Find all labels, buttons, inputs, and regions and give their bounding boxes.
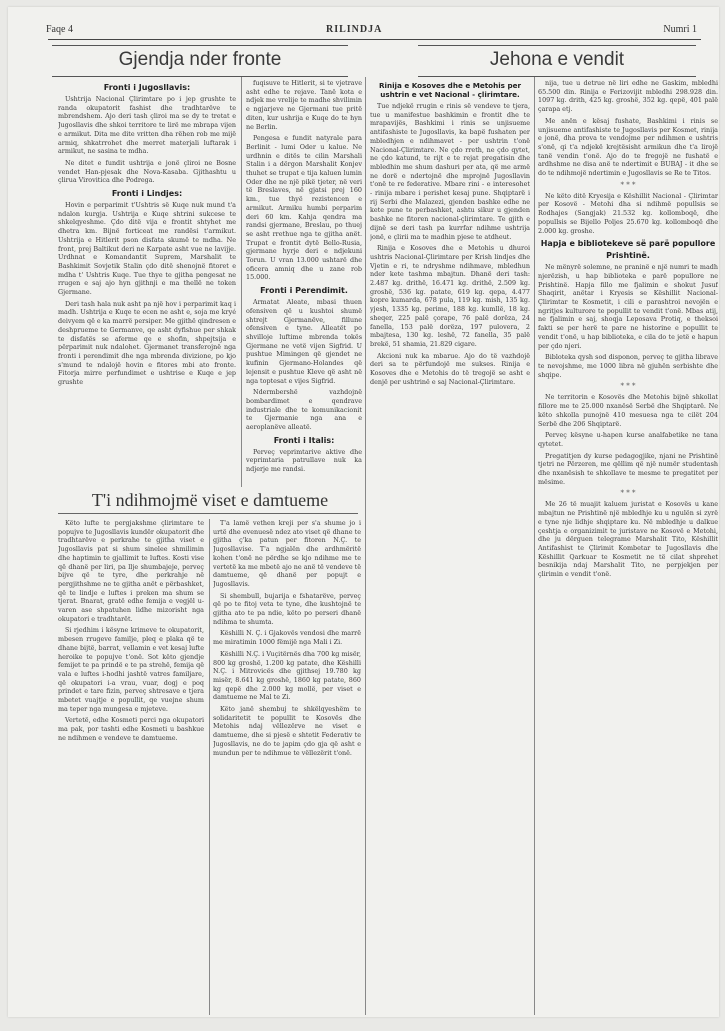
article-title-aid-damaged-regions: T'i ndihmojmё viset e damtueme bbox=[91, 490, 329, 510]
article-paragraph: fuqisuve te Hitlerit, si te vjetrave asht edhe te rejave. Tanë kota e ndjek me vrelije te madhe shvilimin e ngjarjeve ne Gjermani tue pritë diten, kur ushrija e Kuqe do te hyn ne Berlin. bbox=[246, 79, 362, 131]
section-banner-fronts bbox=[52, 45, 348, 77]
front-news-column-2 bbox=[246, 79, 362, 487]
article-paragraph: Bibloteka qysh sod disponon, perveç te gjitha librave te nevojshme, me 1000 libra në gjuhën serbishte dhe shqipe. bbox=[538, 353, 718, 379]
section-separator-stars: * * * bbox=[620, 382, 636, 391]
section-separator-stars: * * * bbox=[620, 180, 636, 189]
page-number-left: Faqe 4 bbox=[46, 24, 73, 35]
article-paragraph: Armatat Aleate, mbasi thuen ofensiven që u kushtoi shumë shtrejt Gjermanëve, fillune ofensiven e tyne. Alleatët po shvilloje luftime mbrenda tokës Gjermane ne vetë vijen Sigfrid. U pushtue Mimingen që gjendet ne kufinin Gjermano-Holandes që lejensit e pushtue Kleve që asht në nga toptesat e vijes Sigfrid. bbox=[246, 298, 362, 385]
section-separator-stars: * * * bbox=[620, 489, 636, 498]
article-heading-italian-front: Fronti i Italis: bbox=[273, 435, 335, 445]
article-paragraph: T'a lamë vethen kreji per s'a shume jo i urtë dhe evenuesë ndez ato viset që dhane te gjitha ç'ka patun per fitoren N.Ç. te Jugosllavise. T'a ngjalën dhe ardhmëritë kohen t'onë ne përdhe se kjo ndihme me te vertetë ka me mbetë ajo ne anë të vendeve të damtueme, që dhanë per popujt e Jugosllavis. bbox=[213, 519, 361, 588]
article-paragraph: Perveç kësyne u-hapen kurse analfabetike ne tana qytetet. bbox=[538, 431, 718, 448]
article-paragraph: Ndermbershë vazhdojnë bombardimet e qendrave industriale dhe te komunikacionit te Gjermanie nga ana e aeroplanëve alleatë. bbox=[246, 388, 362, 432]
article-paragraph: Hovin e perparimit t'Ushtris së Kuqe nuk mund t'a ndalon kurgja. Ushtrija e Kuqe shtrini sukcese te shkelqyeshme. Çdo ditë vija e frontit shtyhet me dhetra km. Bijnë forticeat me randësi t'armikut. Ushtrija e Hitlerit pson disfata skumë te mdha. Ne front, prej Baltikut deri ne Karpate asht vue ne lavijje. Urdhnat e Komandantit Suprem, Marshalit te Bashkimit Sovjetik Stalin çdo ditë shenojnë fitoret e mdha t' Ushtris Kuqe. Tue thye te gjitha pengesat ne rrugen e saj ajo hyn gjithnji e ma thellë ne token Gjermane. bbox=[58, 201, 236, 297]
column-rule bbox=[209, 519, 210, 1015]
column-rule bbox=[365, 77, 366, 1015]
article-paragraph: Vertetë, edhe Kosmeti perci nga okupatori ma pak, por tashti edhe Kosmeti u bashkue ne ndihmen e vendeve te damtueme. bbox=[58, 716, 204, 742]
aid-article-column-1 bbox=[58, 519, 204, 1015]
article-heading-youth-kosova: Rinija e Kosoves dhe e Metohis per ushtrin e vet Nacional - çlirimtare. bbox=[378, 81, 522, 99]
article-paragraph: Ne mënyrë solemne, ne praninë e një numri te madh njerëzish, u hap biblioteka e parë popullore ne Prishtinë. Hapja fillo me fjalimin e shokut Jusuf Shaqirit, anëtar i Kryesis se Këshillit Nacional-Çlirimtar te Kosmetit, i cili e parashtroi nevojën e ngritjes kulturore te popullit te vendit t'onë. Mbas atij, ne fjalimin e saj, shoqja Leposava Protiq, e theksoi fakti se per herë te pare ne historine e popullit te vendit t'onë, u hap biblioteka, e cila do te jetë e hapun per çdo njeri. bbox=[538, 263, 718, 350]
article-paragraph: Këto janë shembuj te shkëlqyeshëm te solidaritetit te popullit te Kosovës dhe Metohis ndaj vëllezërve ne viset e damtueme, dhe si pjesë e shtetit Federativ te Jugosllavis, ne do te japim çdo gja që asht e mundun per te ndihmue te vëllezërit t'onë. bbox=[213, 705, 361, 757]
article-paragraph: Me 26 të muajit kaluem juristat e Kosovës u kane mbajtun ne Prishtinë një mbledhje ku u ngulën si zyrë e tyne nje lidhje shqiptare ku. Në mbledhje u dalkue çeshtja e organizimit te juristave ne Kosovë e Metohi, dhe ju dërguen telegrame Marshalit Tito, Këshillit Antifashist te Çlirimit Kombetar te Jugosllavis dhe Këshillit Qarkuar te Kosmetit ne të cilat shprehet besnikija ndaj Marshalit Tito, ne perpjekjen per çlirimin e vendit t'onë. bbox=[538, 500, 718, 579]
front-news-column-1 bbox=[58, 79, 236, 489]
article-paragraph: Akcioni nuk ka mbarue. Ajo do të vazhdojë deri sa te përfundojë me sukses. Rinija e Kosoves dhe e Metohis do të tregojë se asht e denjë per ushtrinë e saj Nacional-Çlirimtare. bbox=[370, 351, 530, 386]
article-paragraph: Perveç veprimtarive aktive dhe veprimtaria patrullave nuk ka ndjerje me randsi. bbox=[246, 447, 362, 474]
issue-number: Numri 1 bbox=[663, 24, 697, 35]
article-paragraph: Si rjedhim i kësyne krimeve te okupatorit, mbesen rrugeve familje, pleq e plaka që te dhane bijtë, barrat, vellamin e vet kesaj lufte heroike te popujve t'onë. Sot këto gjendje femijet te pa prindë e te pa strehë, femija që vala e luftes i-hodhi jashtë vatres familjare, që okupatori i-a vrau, vuar, dogj e poq prindet e tare fizin, perveç shtresave e tjera mbetet vuajtje e popullit, qe vuejne shum ma teper nga mungesa e mjeteve. bbox=[58, 626, 204, 713]
article-paragraph: Këshilli N. Ç. i Gjakovës vendosi dhe marrë me miratimin 1000 fëmijë nga Mali i Zi. bbox=[213, 629, 361, 647]
article-paragraph: Deri tash hala nuk asht pa një hov i perparimit kaq i madh. Ushtrija e Kuqe te ecen ne asht e, soja me kryé deivyem që e ka marrë persiper. Me gjithë qindresen e deshprueme te Germanve, qe asht dyfishue per shkak te disfatës se aferme qe e shofin, shpejtsija e përparimit nuk ndalohet. Gjermanet transferojnë nga fronti i perendimit dhe nga mbrenda divizione, po kjo s'mund te ndalojë hovin e fitores mbi ato fronte. Fitorja mirre perfundimet e ushtrise e Kuqe e jep grushte bbox=[58, 299, 236, 387]
section-banner-local-news bbox=[418, 45, 696, 77]
article-heading-yugoslav-front: Fronti i Jugosllavis: bbox=[103, 83, 191, 92]
article-paragraph: Këshilli N.Ç. i Vuçitërnës dha 700 kg misër, 800 kg groshë, 1.200 kg patate, dhe Këshilli N.Ç. i Mitrovicës dhe gjithsej 19.780 kg misër, 8.641 kg groshë, 1860 kg patate, 860 kg qepë dhe 2.000 kg mollë, per viset e damtueme ne Mal te Zi. bbox=[213, 649, 361, 702]
article-paragraph: Tue ndjekë rrugin e rinis së vendeve te tjera, tue u manifestue bashkimin e frontit dhe te mrapavijës, Bashkimi i rinis se unjisueme antifashiste te Jugosllavis, ka bapë fushaten per mbledhjen e ndihmavet - per ushtrin t'onë Nacional-Çlirimtare. Ne çdo rreth, ne çdo qytet, ne çdo katund, te rijt e te rejat pregatisin dhe mbledhin me shum dashuri per ata, që me armë ne dorë e ndertojnë dhe mprojnë Jugosllavin t'onë te re federative. Mbare rini - e interesohet - rinija mbare i perishet kesaj pune. Shqiptarë i rij Serbi dhe Malazezi, gjenden bashke edhe ne kete pune te perbashket, ashtu sikur u gjenden bashke ne fitoren nacional-çlirimtare. Te gjith e dijnë se deri tash pa kurrfar ndihme ushtrija jonë, e çlirii ma te madhin pjese te atdheut. bbox=[370, 102, 530, 241]
article-paragraph: Këto lufte te pergjakshme çlirimtare te popujve te Jugosllavis kundër okupatorit dhe tradhtarëve e perkrahe te gjitha viset e Jugosllavis pat si shum sinelee shmilimin dhe haptimin te gjallimit te luftes. Kosti vise që dhanë per liri, pa llje shumbajeje, perveç bijve që te tyre, dhe perkrahje në pergjithshme ne te gjitha anët e përbashket, që te lindje e luftes i preken ma shum se tjerat. Bnarat, gratë edhe femija e vegjël u-varen ase shpatuhen lidhe mizorisht nga okupatori e tradhtarët. bbox=[58, 519, 204, 623]
article-paragraph: Ne territorin e Kosovës dhe Metohis bijnë shkollat fillore me te 25.000 nxanësë Serbë dhe Shqiptarë. Ne këto shkolla punojnë 410 mesuesa nga te cilët 204 Serbë dhe 206 Shqiptarë. bbox=[538, 393, 718, 428]
local-news-column-2 bbox=[538, 79, 718, 1015]
article-heading-western-front: Fronti i Perendimit. bbox=[260, 286, 348, 296]
column-rule bbox=[241, 77, 242, 487]
article-paragraph: Ne ditet e fundit ushtrija e jonë çliroi ne Bosne vendet Han-pjesak dhe Nova-Kasaba. Gjithashtu u çlirua Virovitica dhe Podrega. bbox=[58, 158, 236, 185]
article-paragraph: Ushtrija Nacional Çlirimtare po i jep grushte te randa okupatorit fashist dhe tradhtarëve te mbrendshem. Ajo deri tash çliroi ma se dy te tretat e Jugosllavis dhe shkoi territore te lirë me mbrapa vijen e armikut. Dita me dite vritten dha rëhen rob me mijë armiq, shkatrrohet dhe merret materjali luftarak i armikut, ne sasina te mdha. bbox=[58, 95, 236, 156]
column-rule bbox=[534, 77, 535, 1015]
article-paragraph: Rinija e Kosoves dhe e Metohis u dhuroi ushtris Nacional-Çlirimtare per Krish lindjes dhe Vjetin e ri, te ndryshme ndihmave, mbledhun nder kete tashma mbajtun. Dhanë deri tash: 2.487 kg. drithë, 16.471 kg. drithë, 2.509 kg. groshë, 536 kg. patate, 619 kg. qepa, 4.477 kopre kumarda, 678 pula, 119 kg. mish, 135 kg. yjesh, 1335 kg. perime, 188 kg. kumllë, 18 kg. sheqer, 225 palë çorape, 76 palë dorëza, 24 fanella, 153 palë dorëza, 197 pulovera, 2 mbajtesa, 130 kg. leshë, 72 fanella, 35 palë brekë, 51 shamia, 21.829 cigare. bbox=[370, 244, 530, 348]
header-rule bbox=[48, 39, 701, 40]
section-banner-fronts-title: Gjendja nder fronte bbox=[118, 49, 282, 70]
article-paragraph: Ne këto ditë Kryesija e Këshillit Nacional - Çlirimtar per Kosovë - Metohi dha si ndihmë popullsis se Rodhajes (Sangjak) 21.532 kg. kollomboqë, dhe popullsis se Bijello Poljes 25.670 kg. kollomboqë dhe 2.000 kg. groshe. bbox=[538, 191, 718, 235]
article-heading-libraries: Hapja e bibliotekeve sё parё popullore bbox=[540, 239, 716, 249]
newspaper-page bbox=[8, 7, 719, 1017]
local-news-column-1 bbox=[370, 79, 530, 1015]
section-banner-local-news-title: Jehona e vendit bbox=[489, 49, 625, 70]
newspaper-title: RILINDJA bbox=[326, 24, 383, 35]
article-paragraph: Me anën e kësaj fushate, Bashkimi i rinis se unjisueme antifashiste te Jugosllavis per Kosmet, rinija e jonë, dha prova te vendojme per ndihmen e ushtris s'onë, qi t'a ndjekë krejtësisht armikun dhe t'a lirojë tanë vendin t'onë. Ajo do te fregojë ne fushatë e ardhshme ne disa anë te ndertimit e BUBAJ - it dhe se do te ndihmojë ndertimin e Jugosllavis se Re te Titos. bbox=[538, 116, 718, 178]
article-paragraph: Pengesa e fundit natyrale para Berlinit - lumi Oder u kalue. Ne urdhnin e ditës te cilin Marshali Stalin i a dërgon Marshalit Konjev thuhet se trupat e tija kaluen lumin Oder dhe ne një pikë tjeter, në veri të Breslaves, në gjatsi prej 160 km., tue thyë rezistencen e armikut. Armiku humbi perparim deri 60 km. Kahja qendra ma randsi gjermane, Breslau, po thuej se asht rrethue nga te gjitha anët. Trupat e frontit dytë Bello-Rusia, gjermane hyrje deri e ndjekuni Torun. U vran 13.000 ushtarë dhe oficera amniq dhe u zane rob 15.000. bbox=[246, 134, 362, 282]
article-paragraph: nija, tue u detrue në liri edhe ne Gaskim, mbledhi 65.500 din. Rinija e Ferizovijit mbledhi 298.928 din. 1097 kg. drith, 425 kg. groshë, 352 kg. qepë, 401 palë çarapa etj. bbox=[538, 79, 718, 114]
article-heading-eastern-front: Fronti i Lindjes: bbox=[111, 189, 183, 199]
article-paragraph: Pregatitjen dy kurse pedagogjike, njani ne Prishtinë tjetri ne Përzeren, me qëllim që një numër studentash dhe nxanësish te shkollave te mesme te pregatitet per mësime. bbox=[538, 451, 718, 486]
article-subheading-prishtina: Prishtinё. bbox=[606, 251, 650, 261]
aid-article-column-2 bbox=[213, 519, 361, 1015]
section-rule bbox=[58, 513, 358, 514]
article-paragraph: Si shembull, bujarija e fshatarëve, perveç që po te fitoj veta te tyne, dhe kushtojnë te gjitha ato te pa ndie, këto po perseri dhanë ndihma te shumta. bbox=[213, 591, 361, 626]
